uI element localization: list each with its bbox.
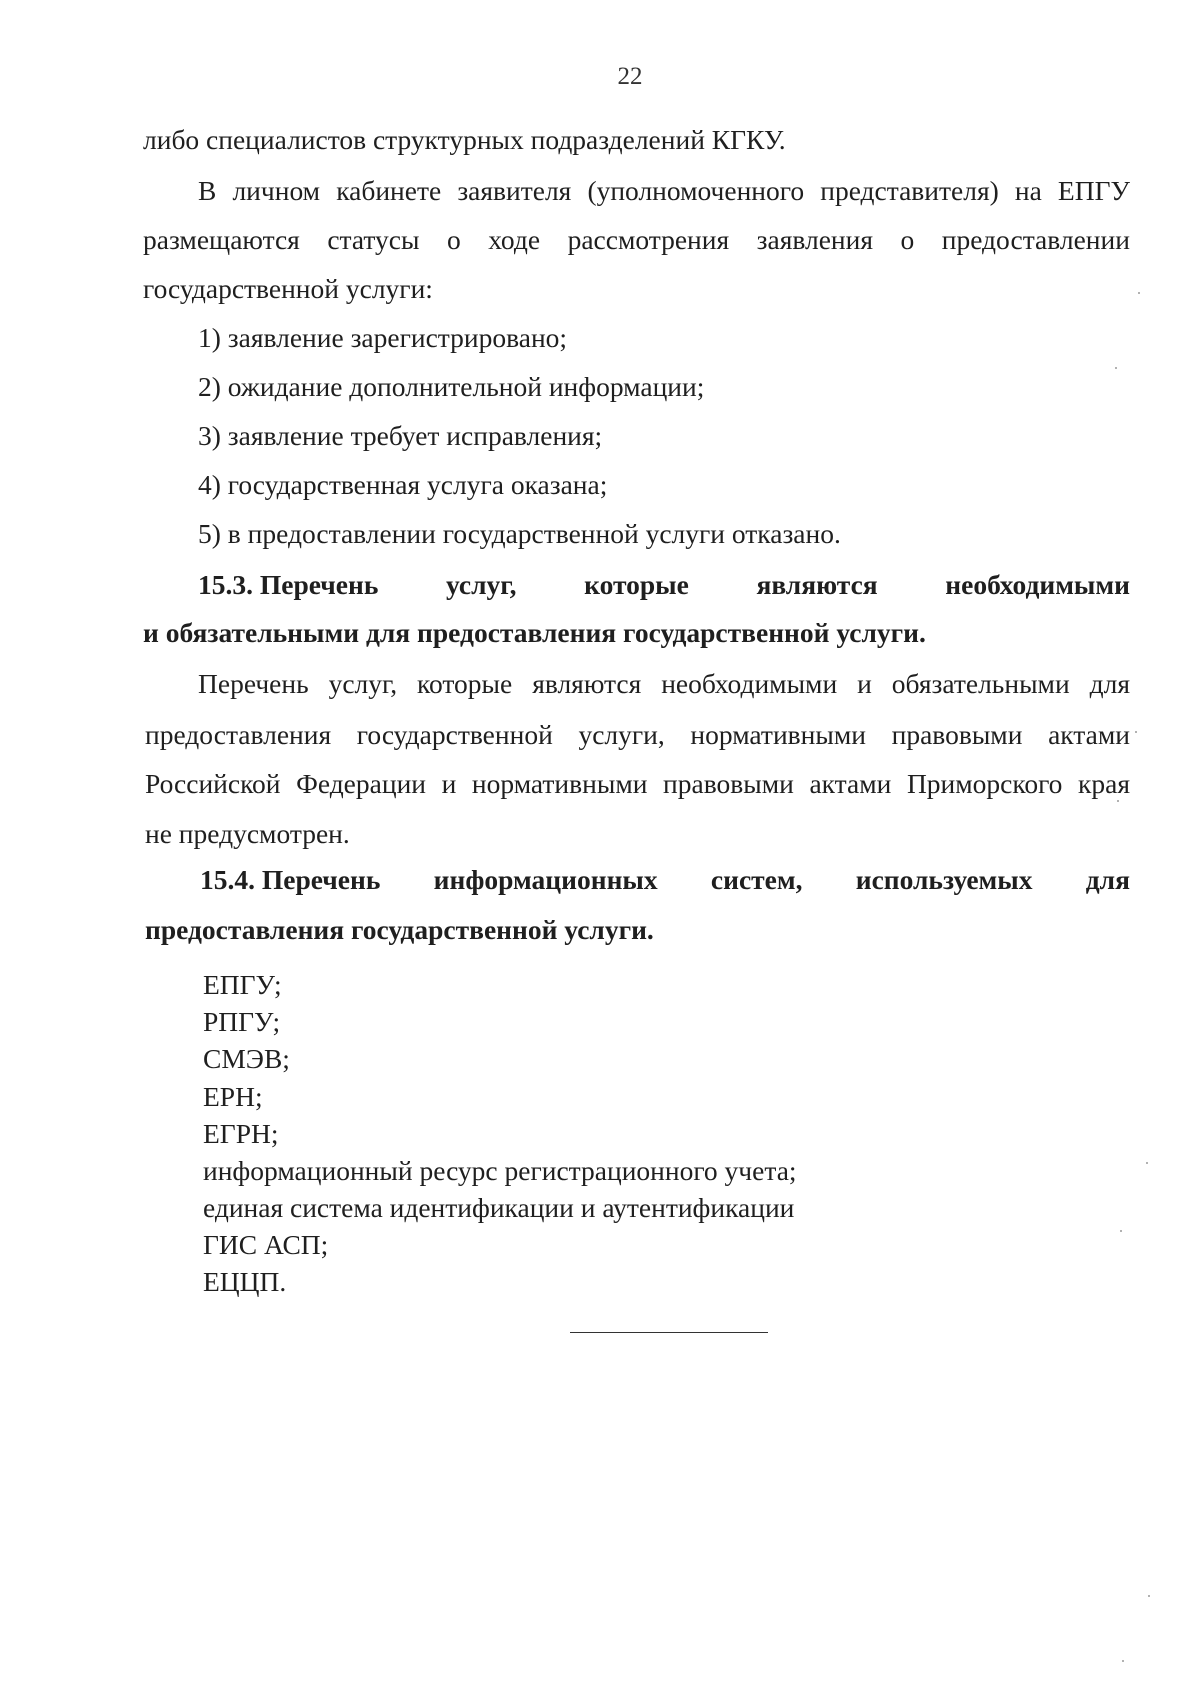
paragraph-line: Российской Федерации и нормативными правовыми актами Приморского края <box>145 768 1130 799</box>
section-heading-line: и обязательными для предоставления государственной услуги. <box>143 617 926 648</box>
system-item: ЕЦЦП. <box>203 1266 287 1297</box>
paragraph-line: не предусмотрен. <box>145 818 350 849</box>
paragraph-line: В личном кабинете заявителя (уполномоченного представителя) на ЕПГУ <box>198 175 1130 206</box>
system-item: СМЭВ; <box>203 1043 290 1074</box>
scan-speck <box>1122 1660 1124 1662</box>
status-item: 2) ожидание дополнительной информации; <box>198 371 705 402</box>
scan-speck <box>1120 1230 1122 1232</box>
scan-speck <box>1117 800 1119 802</box>
system-item: информационный ресурс регистрационного учета; <box>203 1155 797 1186</box>
scan-speck <box>1148 1595 1150 1597</box>
status-item: 5) в предоставлении государственной услуги отказано. <box>198 518 841 549</box>
scan-speck <box>1146 1162 1148 1164</box>
section-heading-line: предоставления государственной услуги. <box>145 914 654 945</box>
system-item: ЕГРН; <box>203 1118 279 1149</box>
section-heading: 15.4. Перечень информационных систем, используемых для <box>200 864 1130 895</box>
status-item: 3) заявление требует исправления; <box>198 420 603 451</box>
page-number: 22 <box>617 63 643 90</box>
system-item: ГИС АСП; <box>203 1229 329 1260</box>
paragraph-line: размещаются статусы о ходе рассмотрения заявления о предоставлении <box>143 224 1130 255</box>
system-item: ЕРН; <box>203 1081 263 1112</box>
system-item: ЕПГУ; <box>203 969 282 1000</box>
section-heading: 15.3. Перечень услуг, которые являются необходимыми <box>198 569 1130 600</box>
scan-speck <box>1115 367 1117 369</box>
status-item: 4) государственная услуга оказана; <box>198 469 608 500</box>
paragraph-line: Перечень услуг, которые являются необходимыми и обязательными для <box>198 668 1130 699</box>
system-item: РПГУ; <box>203 1006 281 1037</box>
scan-speck <box>1135 731 1137 733</box>
paragraph-continuation: либо специалистов структурных подразделений КГКУ. <box>143 124 786 155</box>
paragraph-line: предоставления государственной услуги, нормативными правовыми актами <box>145 719 1130 750</box>
system-item: единая система идентификации и аутентификации <box>203 1192 795 1223</box>
scan-speck <box>1138 292 1140 294</box>
paragraph-line: государственной услуги: <box>143 273 433 304</box>
status-item: 1) заявление зарегистрировано; <box>198 322 568 353</box>
end-separator-line <box>570 1332 768 1333</box>
